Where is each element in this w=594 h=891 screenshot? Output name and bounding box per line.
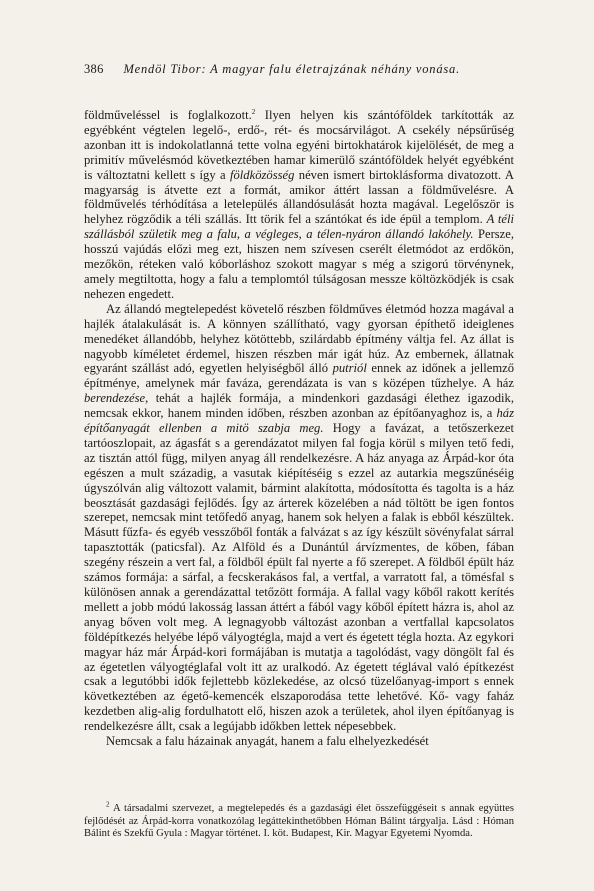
- p3-text-1: Nemcsak a falu házainak anyagát, hanem a falu elhelyezkedését: [106, 734, 429, 749]
- p2-italic-3: ház építőanyagát ellenben a mitö szabja meg.: [84, 406, 514, 436]
- p1-italic-2: A téli szállásból születik meg a falu, a végleges, a télen-nyáron állandó lakóhely.: [84, 212, 514, 242]
- p2-italic-1: putriól: [332, 361, 367, 376]
- running-header: [84, 62, 514, 77]
- page-number: 386: [84, 62, 104, 76]
- footnote: [84, 800, 514, 841]
- footnote-number: 2: [106, 800, 110, 809]
- p1-text-1: földműveléssel is foglalkozott.: [84, 108, 252, 122]
- running-title: Mendöl Tibor: A magyar falu életrajzának néhány vonása.: [123, 62, 461, 76]
- p2-text-2: ennek az időnek a jellemző építménye, amelynek már faváza, gerendázata is van s középen tűzhelye. A ház: [84, 361, 515, 391]
- footnote-ref: 2: [251, 107, 256, 116]
- p1-text-3: néven ismert birtoklásforma divatozott. A magyarság is átvette ezt a formát, amikor áttért lassan a földművelésre. A földművelés térhódítása a letelepülés állandósulását hozta magával. Legelőször is helyhez rögződik a téli szállás. Itt törik fel a szántókat és ide épül a templom.: [84, 167, 514, 227]
- footnote-text: A társadalmi szervezet, a megtelepedés és a gazdasági élet összefüggéseit s annak együttes fejlődését az Árpád-korra vonatkozólag legáttekinthetőbben Hóman Bálint tárgyalja. Lásd : Hóman Bálint és Szekfű Gyula : Magyar történet. I. köt. Budapest, Kir. Magyar Egyetemi Nyomda.: [84, 803, 514, 840]
- body-text: [84, 108, 514, 749]
- p2-italic-2: berendezése: [84, 391, 146, 406]
- p1-text-2: Ilyen helyen kis szántóföldek tarkították az egyébként végtelen legelő-, erdő-, rét- és mocsárvilágot. A csekély népsűrűség azonban itt is indokolatlanná tette volna egyéni birtokhatárok kijelölését, de meg a primitív művelésmód következtében hamar kimerülő szántóföldek helyét egyébként is változtatni kellett s így a: [84, 108, 514, 182]
- p1-italic-1: földközösség: [230, 167, 295, 182]
- paragraph-3: [84, 734, 514, 749]
- p1-text-4: Persze, hosszú vajúdás előzi meg ezt, hiszen nem szívesen cserélt életmódot az erdőkön, mezőkön, réteken való kóborláshoz szokott magyar s még a szigorú törvénynek, amely megtiltotta, hogy a falu a templomtól túlságosan messze költözködjék is csak nehezen engedett.: [84, 227, 514, 301]
- p2-text-3: , tehát a hajlék formája, a mindenkori gazdasági élethez igazodik, nemcsak ekkor, hanem minden időben, részben azonban az építőanyaghoz is, a: [84, 391, 514, 421]
- p2-text-4: Hogy a favázat, a tetőszerkezet tartóoszlopait, az ágasfát s a gerendázatot milyen fal fogja körül s milyen tető fedi, az tisztán attól függ, milyen anyag áll rendelkezésre. A ház anyaga az Árpád-kor óta egészen a mult századig, a vasutak kiépítéséig s ezzel az autarkia megszűnéséig úgyszólván alig változott valamit, bármint alakította, módosította és tagolta is a ház beosztását gazdasági fejlődés. Így az árterek közelében a nád töltött be igen fontos szerepet, nemcsak mint tetőfedő anyag, hanem sok helyen a falak is ebből készültek. Másutt fűzfa- és egyéb vesszőből fonták a falvázat s az így készült sövényfalat sárral tapasztották (paticsfal). Az Alföld és a Dunántúl árvízmentes, de kőben, fában szegény részein a vert fal, a földből épült fal nyerte a fő szerepet. A földből épült ház számos formája: a sárfal, a fecskerakásos fal, a vertfal, a varratott fal, a tömésfal s különösen annak a gerendázattal tetőzött formája. A fallal vagy kőből rakott kerítés mellett a jobb módú lakosság lassan áttért a fából vagy kőből épített házra is, ahol az anyag bőven volt meg. A legnagyobb változást azonban a vertfallal kapcsolatos földépítkezés helyébe lépő vályogtégla, majd a vert és égetett tégla hozta. Az egykori magyar ház már Árpád-kori formájában is mutatja a tagolódást,: [84, 421, 514, 659]
- paragraph-2: [84, 302, 514, 734]
- p2-text-1: Az állandó megtelepedést követelő részben földműves életmód hozza magával a hajlék átalakulását is. A könnyen szállítható, vagy gyorsan építhető ideiglenes menedéket állandóbb, helyhez kötöttebb, szilárdabb építmény váltja fel. Az állat is nagyobb kíméletet érdemel, hiszen részben már igát húz. Az embernek, állatnak egyaránt szállást adó, egyetlen helyiségből álló: [84, 301, 514, 376]
- p2-text-5: vagy döngölt fal és az égetetlen vályogtéglafal volt itt az uralkodó. Az égetett téglával való építkezést csak a legutóbbi idők fejlettebb közlekedése, az olcsó tüzelőanyag-import s ennek következtében az égető-kemencék elszaporodása tette lehetővé. Kő- vagy faház kezdetben alig-alig fordulhatott elő, hiszen azok a területek, ahol ilyen építőanyag is rendelkezésre állt, csak a legújabb időkben lettek népesebbek.: [84, 644, 514, 734]
- paragraph-1: [84, 108, 514, 302]
